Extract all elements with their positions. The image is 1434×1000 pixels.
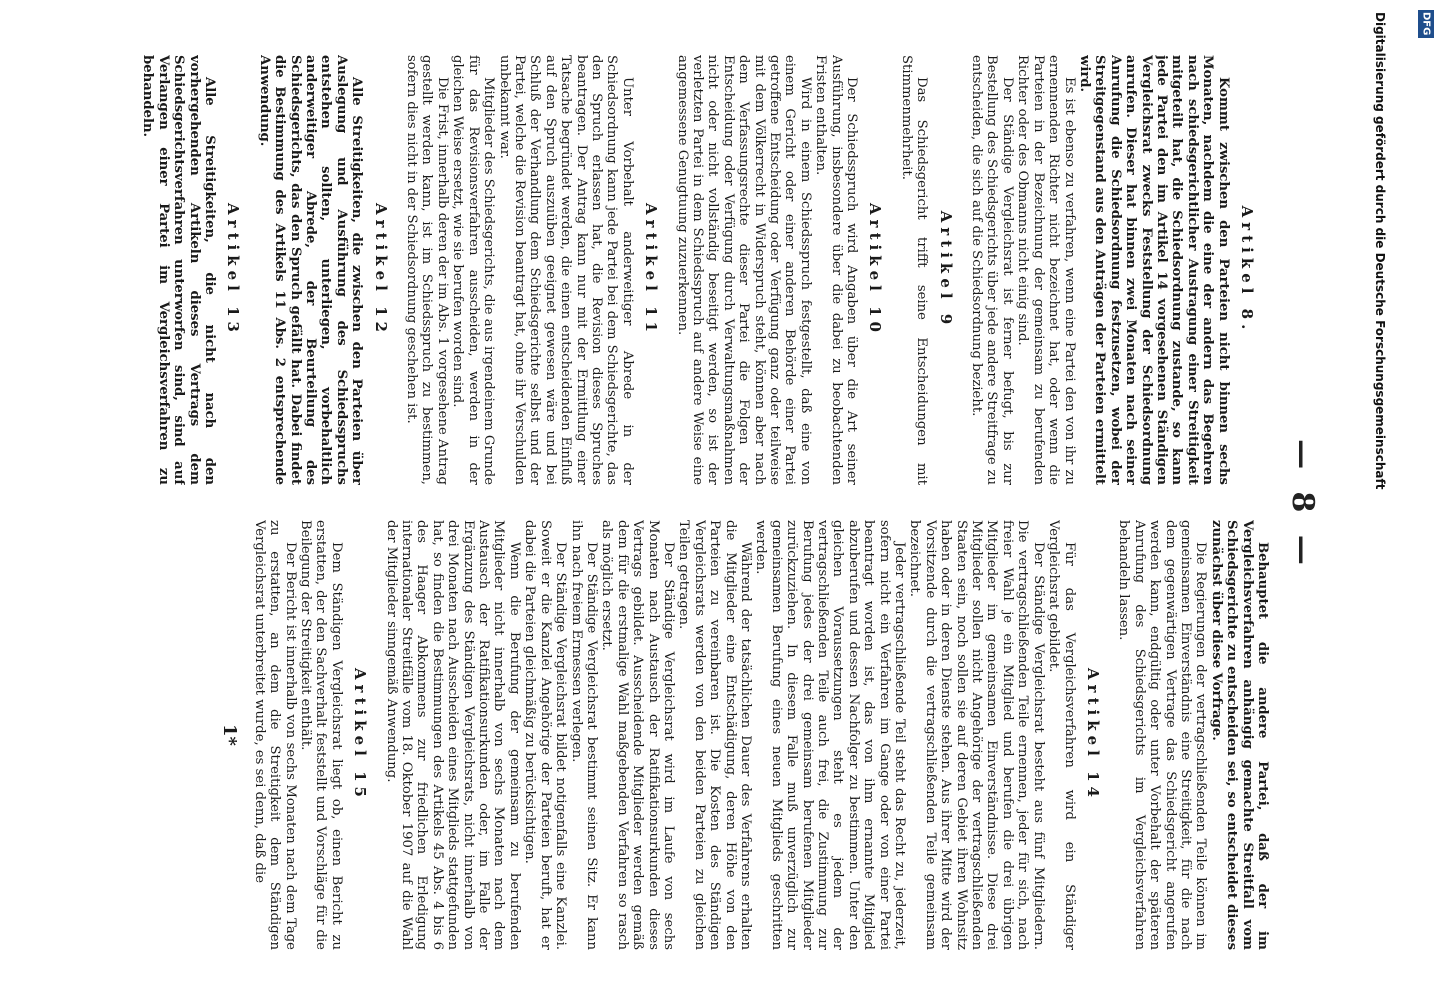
article-11-heading: Artikel 11 bbox=[642, 203, 661, 337]
article-15-heading: Artikel 15 bbox=[351, 668, 370, 802]
article-8-paragraph-3: Der Ständige Vergleichsrat ist ferner befugt, bis zur Bestellung des Schiedsgerichts über jede andere Streitfrage zu entscheiden, die sich auf die Schiedsordnung bezieht. bbox=[969, 55, 1015, 485]
article-12-paragraph-1: Alle Streitigkeiten, die zwischen den Parteien über Auslegung und Ausführung des Schiedsspruchs entstehen sollten, unterliegen, vorbehaltlich anderweitiger Abrede, der Beurteilung des Schiedsgerichts, das den Spruch gefällt hat. Dabei findet die Bestimmung des Artikels 11 Abs. 2 entsprechende Anwendung. bbox=[256, 55, 365, 485]
article-14-paragraph-6: Der Ständige Vergleichsrat bestimmt seinen Sitz. Er kann ihn nach freiem Ermessen verlegen. bbox=[568, 520, 599, 950]
article-14-paragraph-3: Jeder vertragschließende Teil steht das Recht zu, jederzeit, sofern nicht ein Verfahren im Gange oder von einer Partei beantragt worden ist, das von ihm ernannte Mitglied abzuberufen und dessen Nachfolger zu bestimmen. Unter den gleichen Voraussetzungen steht es jedem der vertragschließenden Teile auch frei, die Zustimmung zur Berufung jedes der drei gemeinsam berufenen Mitglieder zurückzuziehen. In diesem Falle muß unverzüglich zur gemeinsamen Berufung eines neuen Mitglieds geschritten werden. bbox=[753, 520, 908, 950]
article-14-paragraph-1: Für das Vergleichsverfahren wird ein Ständiger Vergleichsrat gebildet. bbox=[1046, 520, 1077, 950]
article-8-heading: Artikel 8. bbox=[1238, 205, 1256, 335]
rotated-document-page bbox=[100, 55, 1330, 955]
article-12-heading: Artikel 12 bbox=[371, 203, 390, 337]
left-column bbox=[110, 55, 1270, 485]
article-11-paragraph-1: Unter Vorbehalt anderweitiger Abrede in der Schiedsordnung kann jede Partei bei dem Schiedsgerichte, das den Spruch erlassen hat, die Revision dieses Spruches beantragen. Der Antrag kann nur mit der Ermittlung einer Tatsache begründet werden, die einen entscheidenden Einfluß auf den Spruch auszuüben geeignet gewesen wäre und bei Schluß der Verhandlung dem Schiedsgerichte selbst und der Partei, welche die Revision beantragt hat, ohne ihr Verschulden unbekannt war. bbox=[496, 55, 635, 485]
article-15-paragraph-2: Der Bericht ist innerhalb von sechs Monaten nach dem Tage zu erstatten, an dem die Streitigkeit dem Ständigen Vergleichsrat unterbreitet wurde, es sei denn, daß die bbox=[251, 520, 298, 950]
article-8-paragraph-2: Es ist ebenso zu verfahren, wenn eine Partei den von ihr zu ernennenden Richter nicht bezeichnet hat, oder wenn die Parteien in der Bezeichnung der gemeinsam zu berufenden Richter oder des Obmanns nicht einig sind. bbox=[1015, 55, 1077, 485]
article-14-paragraph-2: Der Ständige Vergleichsrat besteht aus fünf Mitgliedern. Die vertragschließenden Teile ernennen, jeder für sich, nach freier Wahl je ein Mitglied und berufen die drei übrigen Mitglieder im gemeinsamen Einverständnisse. Diese drei Mitglieder sollen nicht Angehörige der vertragschließenden Staaten sein, noch sollen sie auf deren Gebiet ihren Wohnsitz haben oder in deren Dienste stehen. Aus ihrer Mitte wird der Vorsitzende durch die vertragschließenden Teile gemeinsam bezeichnet. bbox=[907, 520, 1046, 950]
article-10-paragraph-1: Der Schiedsspruch wird Angaben über die Art seiner Ausführung, insbesondere über die dabei zu beobachtenden Fristen enthalten. bbox=[813, 55, 860, 485]
page-header bbox=[1270, 55, 1330, 955]
intro-paragraph-2: Die Regierungen der vertragschließenden Teile können im gemeinsamen Einverständnis eine Streitigkeit, für die nach dem gegenwärtigen Vertrage das Schiedsgericht angerufen werden kann, endgültig oder unter Vorbehalt der späteren Anrufung des Schiedsgerichts im Vergleichsverfahren behandeln lassen. bbox=[1116, 520, 1209, 950]
article-9-paragraph-1: Das Schiedsgericht trifft seine Entscheidungen mit Stimmenmehrheit. bbox=[898, 55, 930, 485]
page-number: — 8 — bbox=[1285, 439, 1320, 571]
article-14-heading: Artikel 14 bbox=[1083, 668, 1102, 802]
article-14-paragraph-7: Der Ständige Vergleichsrat bildet notigenfalls eine Kanzlei. Soweit er die Kanzlei Angehörige der Parteien beruft, hat er dabei die Parteien gleichmäßig zu berücksichtigen. bbox=[522, 520, 569, 950]
article-10-paragraph-2: Wird in einem Schiedsspruch festgestellt, daß eine von einem Gericht oder einer anderen Behörde einer Partei getroffene Entscheidung oder Verfügung ganz oder teilweise mit dem Völkerrecht in Widerspruch steht, können aber nach dem Verfassungsrechte dieser Partei die Folgen der Entscheidung oder Verfügung durch Verwaltungsmaßnahmen nicht oder nicht vollständig beseitigt werden, so ist der verletzten Partei in dem Schiedsspruch auf andere Weise eine angemessene Genugtuung zuzuerkennen. bbox=[674, 55, 813, 485]
article-11-paragraph-2: Mitglieder des Schiedsgerichts, die aus irgendeinem Grunde für das Revisionsverfahren ausscheiden, werden in der gleichen Weise ersetzt, wie sie berufen worden sind. bbox=[450, 55, 497, 485]
article-10-heading: Artikel 10 bbox=[866, 203, 885, 337]
digitization-funding-note: Digitalisierung gefördert durch die Deutsche Forschungsgemeinschaft bbox=[1373, 12, 1387, 490]
article-13-paragraph-1: Alle Streitigkeiten, die nicht nach den vorhergehenden Artikeln dieses Vertrags dem Schiedsgerichtsverfahren unterworfen sind, sind auf Verlangen einer Partei im Vergleichsverfahren zu behandeln. bbox=[140, 55, 218, 485]
article-11-paragraph-3: Die Frist, innerhalb deren der im Abs. 1 vorgesehene Antrag gestellt werden kann, ist im Schiedsspruch zu bestimmen, sofern dies nicht in der Schiedsordnung geschehen ist. bbox=[404, 55, 450, 485]
article-9-heading: Artikel 9 bbox=[936, 210, 955, 330]
right-column bbox=[110, 520, 1270, 950]
sheet-signature-mark: 1* bbox=[219, 724, 241, 746]
article-13-heading: Artikel 13 bbox=[224, 203, 243, 337]
article-14-paragraph-4: Während der tatsächlichen Dauer des Verfahrens erhalten die Mitglieder eine Entschädigung, deren Höhe von den Parteien zu vereinbaren ist. Die Kosten des Ständigen Vergleichsrats werden von den beiden Parteien zu gleichen Teilen getragen. bbox=[676, 520, 753, 950]
article-14-paragraph-5: Der Ständige Vergleichsrat wird im Laufe von sechs Monaten nach Austausch der Ratifikationsurkunden dieses Vertrags gebildet. Ausscheidende Mitglieder werden gemäß dem für die erstmalige Wahl maßgebenden Verfahren so rasch als möglich ersetzt. bbox=[599, 520, 676, 950]
intro-paragraph-1: Behauptet die andere Partei, daß der im Vergleichsverfahren anhängig gemachte Streitfall vom Schiedsgerichte zu entscheiden sei, so entscheidet dieses zunächst über diese Vorfrage. bbox=[1208, 520, 1270, 950]
article-14-paragraph-8: Wenn die Berufung der gemeinsam zu berufenden Mitglieder nicht innerhalb von sechs Monaten nach dem Austausch der Ratifikationsurkunden oder, im Falle der Ergänzung des Ständigen Vergleichsrats, nicht innerhalb von drei Monaten nach Ausscheiden eines Mitglieds stattgefunden hat, so finden die Bestimmungen des Artikels 45 Abs. 4 bis 6 des Haager Abkommens zur friedlichen Erledigung internationaler Streitfälle vom 18. Oktober 1907 auf die Wahl der Mitglieder sinngemäß Anwendung. bbox=[383, 520, 522, 950]
dfg-logo: DFG bbox=[1418, 10, 1434, 38]
article-8-paragraph-1: Kommt zwischen den Parteien nicht binnen sechs Monaten, nachdem die eine der andern das Begehren nach schiedsgerichtlicher Austragung einer Streitigkeit mitgeteilt hat, die Schiedsordnung zustande, so kann jede Partei den im Artikel 14 vorgesehenen Ständigen Vergleichsrat zwecks Feststellung der Schiedsordnung anrufen. Dieser hat binnen zwei Monaten nach seiner Anrufung die Schiedsordnung festzusetzen, wobei der Streitgegenstand aus den Anträgen der Parteien ermittelt wird. bbox=[1076, 55, 1231, 485]
article-15-paragraph-1: Dem Ständigen Vergleichsrat liegt ob, einen Bericht zu erstatten, der den Sachverhalt feststellt und Vorschläge für die Beilegung der Streitigkeit enthält. bbox=[298, 520, 344, 950]
